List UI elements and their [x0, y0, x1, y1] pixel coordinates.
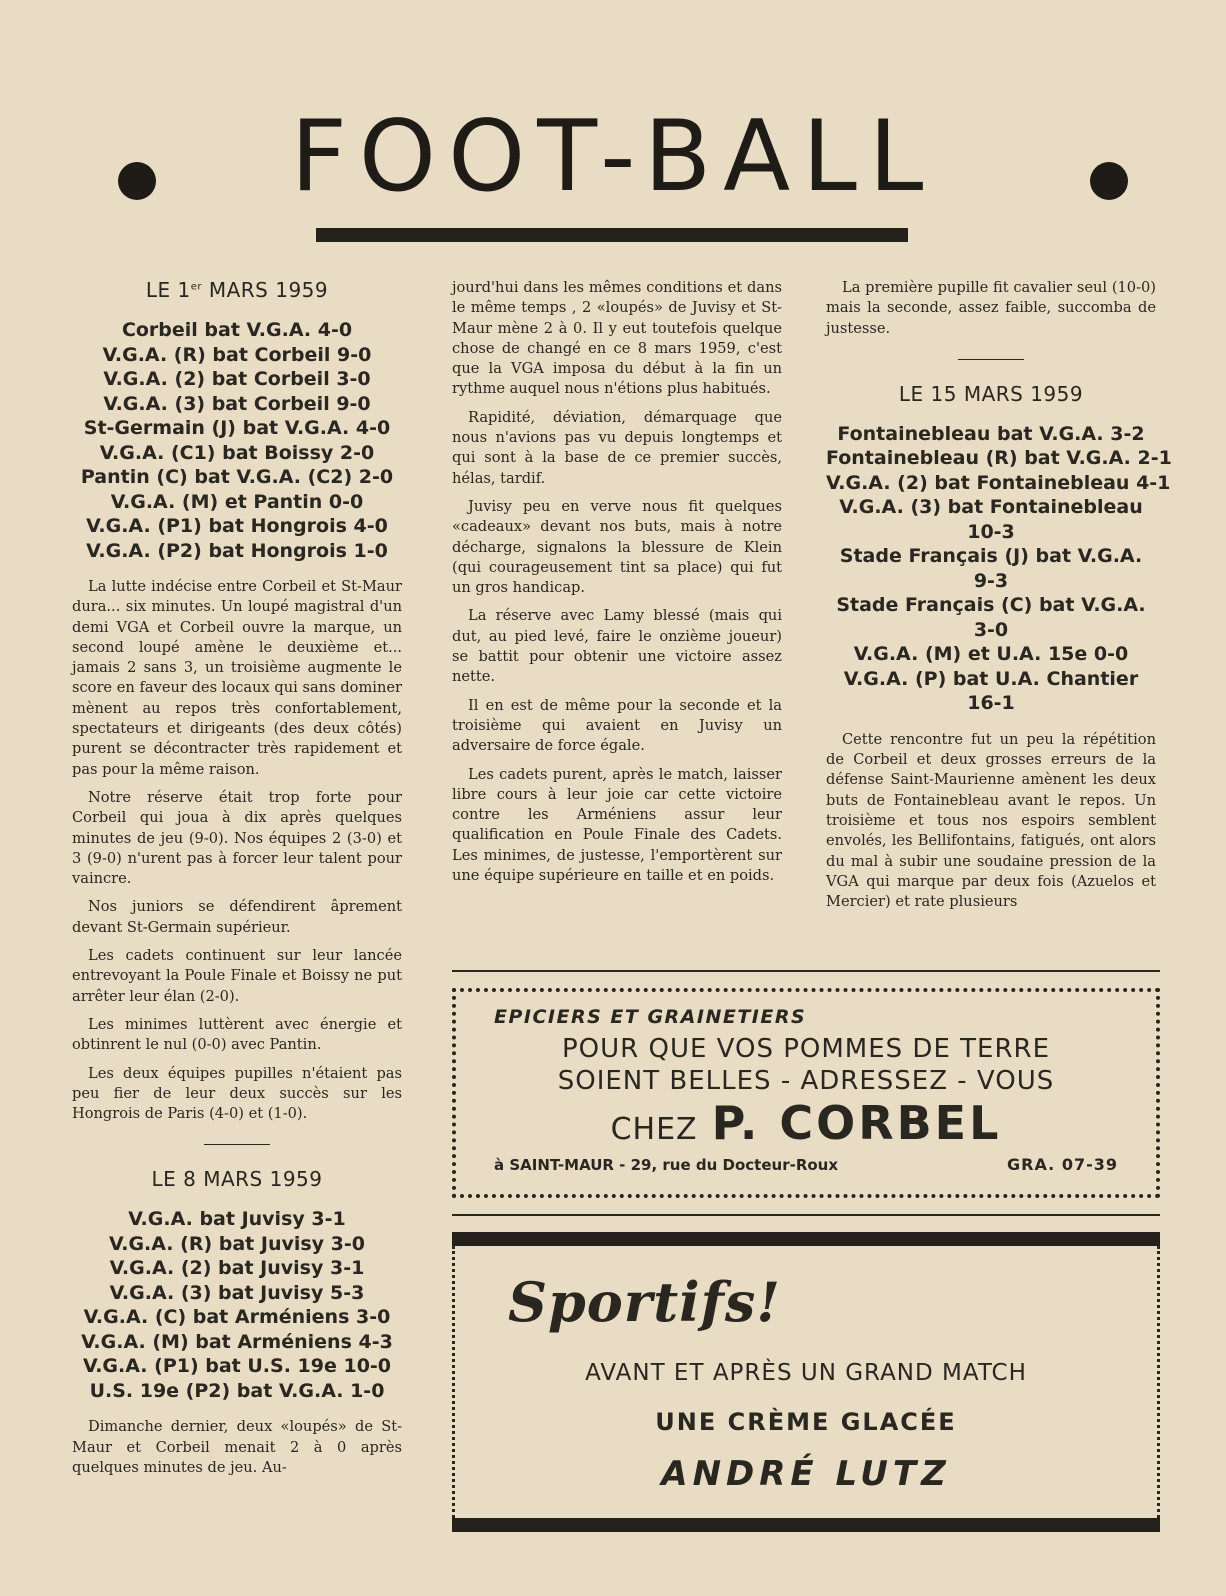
ad-slogan: [452, 1033, 1160, 1097]
ad-phone: GRA. 07-39: [1007, 1155, 1118, 1174]
ad-line: UNE CRÈME GLACÉE: [655, 1408, 957, 1436]
ad-slogan-line: SOIENT BELLES - ADRESSEZ - VOUS: [557, 1066, 1055, 1096]
result-line: 16-1: [967, 692, 1015, 715]
ad-audience: EPICIERS ET GRAINETIERS: [494, 1006, 807, 1028]
result-line: V.G.A. (C1) bat Boissy 2-0: [99, 441, 375, 464]
result-line: V.G.A. bat Juvisy 3-1: [128, 1208, 346, 1231]
result-line: Corbeil bat V.G.A. 4-0: [121, 319, 353, 341]
result-line: V.G.A. (3) bat Corbeil 9-0: [103, 392, 371, 415]
date-heading-15-mars: LE 15 MARS 1959: [898, 381, 1084, 406]
result-line: Pantin (C) bat V.G.A. (C2) 2-0: [80, 466, 394, 488]
article-paragraph: jourd'hui dans les mêmes conditions et dans le même temps , 2 «loupés» de Juvisy et St-Maur mène 2 à 0. Il y eut toutefois quelque chose de changé en ce 8 mars 1959, c'est que la VGA imposa du début à la fin un rythme auquel nous n'étions plus habitués.: [452, 279, 782, 398]
results-list-15-mars: [826, 422, 1172, 716]
result-line: V.G.A. (2) bat Juvisy 3-1: [109, 1257, 365, 1280]
date-heading-8-mars: LE 8 MARS 1959: [151, 1167, 323, 1192]
article-paragraph: Notre réserve était trop forte pour Corbeil qui joua à dix après quelques minutes de jeu (9-0). Nos équipes 2 (3-0) et 3 (9-0) n'urent pas à forcer leur talent pour vaincre.: [72, 788, 402, 888]
result-line: V.G.A. (P1) bat Hongrois 4-0: [86, 515, 388, 537]
ad-merchant-name: P. CORBEL: [711, 1096, 1002, 1150]
article-paragraph: Nos juniors se défendirent âprement devant St-Germain supérieur.: [72, 898, 402, 936]
lutz-advertisement: [452, 1232, 1160, 1532]
article-paragraph: La première pupille fit cavalier seul (10-0) mais la seconde, assez faible, succomba de justesse.: [826, 279, 1156, 337]
result-line: V.G.A. (C) bat Arméniens 3-0: [83, 1306, 391, 1329]
article-paragraph: Les deux équipes pupilles n'étaient pas peu fier de leur deux succès sur les Hongrois de Paris (4-0) et (1-0).: [72, 1064, 402, 1123]
result-line: Fontainebleau bat V.G.A. 3-2: [837, 422, 1145, 445]
ad-chez: CHEZ: [610, 1112, 698, 1147]
result-line: Fontainebleau (R) bat V.G.A. 2-1: [826, 447, 1172, 470]
result-line: V.G.A. (P1) bat U.S. 19e 10-0: [82, 1355, 392, 1378]
ad-top-rule: [452, 970, 1160, 972]
ad-slogan-line: POUR QUE VOS POMMES DE TERRE: [561, 1034, 1051, 1064]
ad-top-bar: [452, 1232, 1160, 1246]
result-line: V.G.A. (M) et U.A. 15e 0-0: [853, 643, 1129, 666]
section-separator: [204, 1144, 270, 1145]
title-underline: [316, 228, 908, 242]
column-1: [72, 278, 402, 1486]
corbel-advertisement: [452, 988, 1160, 1198]
results-list-1-mars: [72, 318, 402, 563]
result-line: V.G.A. (3) bat Fontainebleau: [839, 496, 1143, 519]
result-line: 10-3: [967, 520, 1015, 543]
article-paragraph: Juvisy peu en verve nous fit quelques «cadeaux» devant nos buts, mais à notre décharge, signalons la blessure de Klein (qui courageusement tint sa place) qui fut un gros handicap.: [452, 497, 782, 597]
result-line: 3-0: [973, 618, 1009, 641]
article-paragraph: La lutte indécise entre Corbeil et St-Maur dura... six minutes. Un loupé magistral d'un demi VGA et Corbeil ouvre la marque, un second loupé amène le deuxième et... jamais 2 sans 3, un troisième augmente le score en faveur des locaux qui sans dominer mènent au repos très confortablement, spectateurs et dirigeants (des deux côtés) purent se décontracter très rapidement et pas pour la même raison.: [72, 578, 402, 778]
ad-headline: Sportifs!: [508, 1270, 782, 1334]
result-line: V.G.A. (2) bat Corbeil 3-0: [103, 368, 371, 390]
article-paragraph: Les minimes luttèrent avec énergie et obtinrent le nul (0-0) avec Pantin.: [72, 1015, 402, 1054]
ad-brand-name: ANDRÉ LUTZ: [661, 1454, 951, 1494]
result-line: V.G.A. (R) bat Juvisy 3-0: [108, 1232, 366, 1255]
article-paragraph: Il en est de même pour la seconde et la troisième qui avaient en Juvisy un adversaire de force égale.: [452, 696, 782, 755]
article-paragraph: Les cadets purent, après le match, laisser libre cours à leur joie car cette victoire contre les Arméniens assur leur qualification en Poule Finale des Cadets. Les minimes, de justesse, l'emportèrent sur une équipe supérieure en taille et en poids.: [452, 765, 782, 885]
article-paragraph: Cette rencontre fut un peu la répétition de Corbeil et deux grosses erreurs de la défense Saint-Maurienne amènent les deux buts de Fontainebleau avant le repos. Un troisième et tous nos espoirs semblent envolés, les Bellifontains, fatigués, ont alors du mal à subir une soudaine pression de la VGA qui marque par deux fois (Azuelos et Mercier) et rate plusieurs: [826, 730, 1156, 911]
article-paragraph: Les cadets continuent sur leur lancée entrevoyant la Poule Finale et Boissy ne put arrêter leur élan (2-0).: [72, 947, 402, 1005]
result-line: U.S. 19e (P2) bat V.G.A. 1-0: [89, 1379, 385, 1402]
result-line: Stade Français (C) bat V.G.A.: [836, 594, 1146, 617]
ad-merchant: [452, 1096, 1160, 1150]
column-2: [452, 278, 782, 894]
result-line: V.G.A. (M) et Pantin 0-0: [110, 490, 364, 513]
section-separator: [958, 359, 1024, 360]
result-line: V.G.A. (P) bat U.A. Chantier: [843, 667, 1139, 690]
ad-address: à SAINT-MAUR - 29, rue du Docteur-Roux: [494, 1156, 839, 1174]
result-line: 9-3: [973, 569, 1009, 592]
result-line: V.G.A. (R) bat Corbeil 9-0: [102, 343, 372, 366]
result-line: Stade Français (J) bat V.G.A.: [839, 545, 1143, 568]
ad-line: AVANT ET APRÈS UN GRAND MATCH: [585, 1360, 1027, 1386]
article-paragraph: Dimanche dernier, deux «loupés» de St-Maur et Corbeil menait 2 à 0 après quelques minutes de jeu. Au-: [72, 1418, 402, 1477]
result-line: St-Germain (J) bat V.G.A. 4-0: [83, 417, 391, 439]
column-3: [826, 278, 1172, 921]
result-line: V.G.A. (M) bat Arméniens 4-3: [81, 1330, 393, 1353]
article-paragraph: Rapidité, déviation, démarquage que nous n'avions pas vu depuis longtemps et qui sont à la base de ce premier succès, hélas, tardif.: [452, 408, 782, 487]
date-heading-1-mars: LE 1er MARS 1959: [145, 278, 329, 302]
ad-bottom-bar: [452, 1518, 1160, 1532]
article-paragraph: La réserve avec Lamy blessé (mais qui dut, au pied levé, faire le onzième joueur) se battit pour obtenir une victoire assez nette.: [452, 607, 782, 686]
page-title: FOOT-BALL: [290, 100, 936, 214]
result-line: V.G.A. (3) bat Juvisy 5-3: [109, 1281, 365, 1304]
result-line: V.G.A. (2) bat Fontainebleau 4-1: [826, 471, 1171, 494]
ad-divider-rule: [452, 1214, 1160, 1216]
results-list-8-mars: [72, 1207, 402, 1403]
result-line: V.G.A. (P2) bat Hongrois 1-0: [86, 539, 388, 562]
right-bullet: [1090, 162, 1128, 200]
